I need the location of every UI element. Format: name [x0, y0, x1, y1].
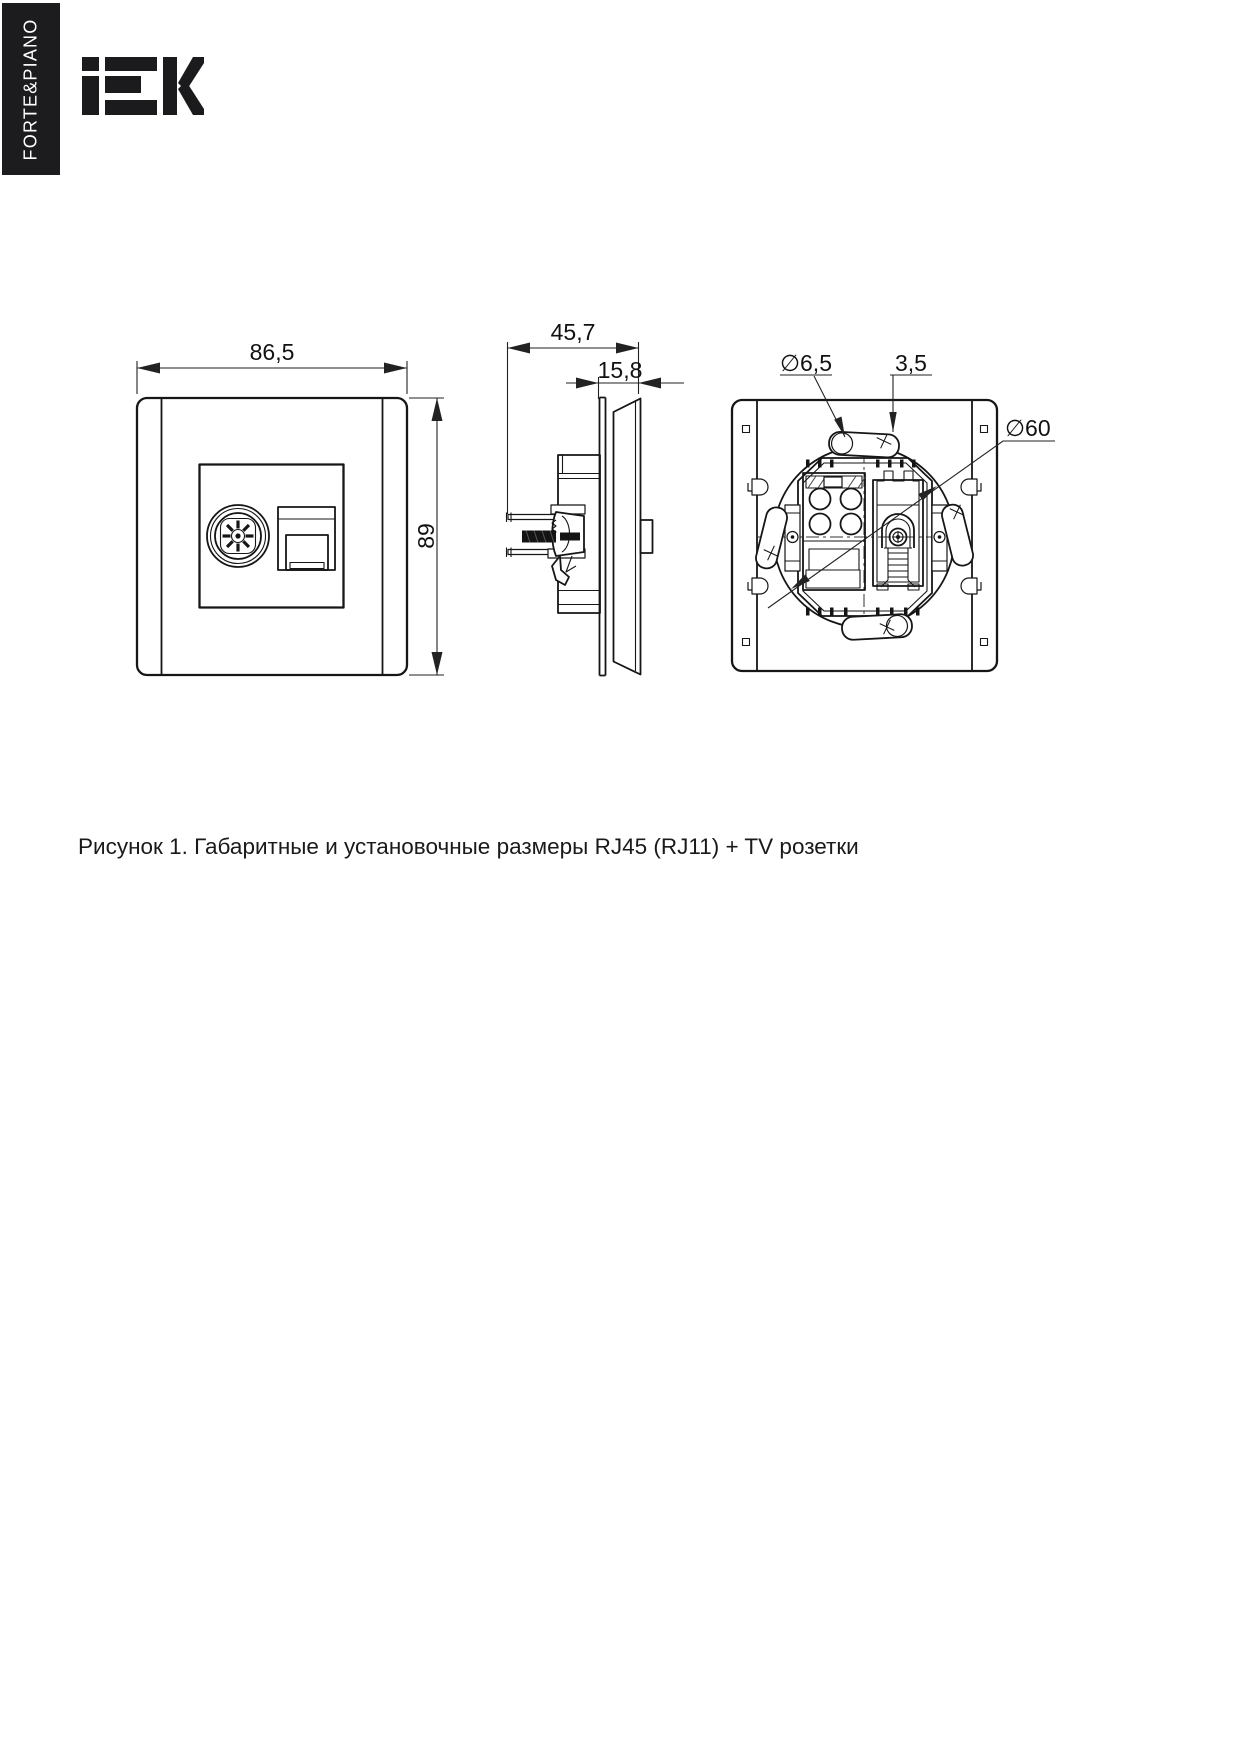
- dim-front-width-label: 86,5: [249, 339, 295, 365]
- dimension-annotations: [137, 319, 1055, 675]
- dim-side-depth-label: 45,7: [550, 319, 596, 345]
- dim-front-height-label: 89: [413, 523, 439, 549]
- figure-caption: Рисунок 1. Габаритные и установочные размеры RJ45 (RJ11) + TV розетки: [78, 834, 859, 859]
- rear-view-drawing: [732, 400, 997, 671]
- brand-vertical-label: FORTE&PIANO: [20, 18, 41, 160]
- dim-claw-hole-diameter-label: ∅6,5: [779, 350, 833, 376]
- dim-slot-width-label: 3,5: [895, 350, 927, 376]
- side-view-drawing: [507, 398, 653, 676]
- tv-module-rear: [873, 471, 923, 590]
- dim-box-diameter-label: ∅60: [1005, 415, 1051, 441]
- rj45-module-rear: [803, 473, 866, 590]
- dim-side-front-depth-label: 15,8: [597, 357, 643, 383]
- tv-connector-front: [207, 505, 269, 567]
- rj45-jack-front: [278, 507, 335, 570]
- front-view-drawing: [137, 398, 407, 675]
- expanding-claw: [522, 512, 584, 585]
- tv-pass-through-bump: [641, 520, 653, 553]
